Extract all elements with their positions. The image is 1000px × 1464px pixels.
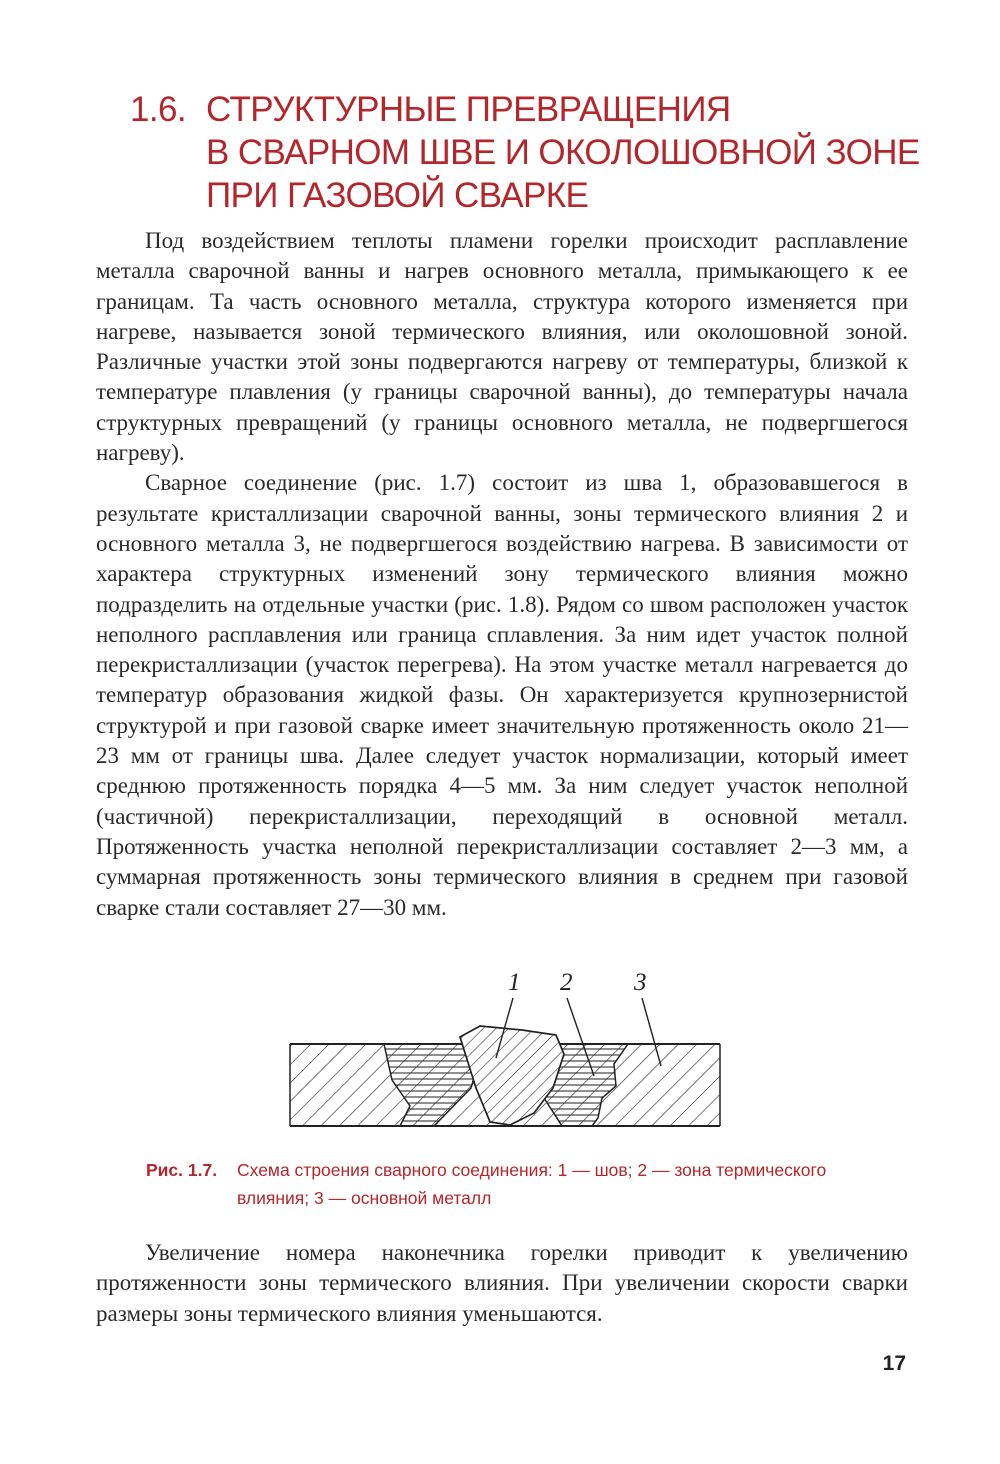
caption-text: Схема строения сварного соединения: 1 — шов; 2 — зона термического влияния; 3 — основной металл xyxy=(237,1160,827,1208)
section-number: 1.6. xyxy=(130,90,186,129)
paragraph: Сварное соединение (рис. 1.7) состоит из шва 1, образовавшегося в результате кристаллизации сварочной ванны, зоны термического влияния 2 и основного металла 3, не подвергшегося воздействию нагрева. В зависимости от характера структурных изменений зону термического влияния можно подразделить на отдельные участки (рис. 1.8). Рядом со швом расположен участок неполного расплавления или граница сплавления. За ним идет участок полной перекристаллизации (участок перегрева). На этом участке металл нагревается до температур образования жидкой фазы. Он характеризуется крупнозернистой структурой и при газовой сварке имеет значительную протяженность около 21—23 мм от границы шва. Далее следует участок нормализации, который имеет среднюю протяженность порядка 4—5 мм. За ним следует участок неполной (частичной) перекристаллизации, переходящий в основной металл. Протяженность участка неполной перекристаллизации составляет 2—3 мм, а суммарная протяженность зоны термического влияния в среднем при газовой сварке стали составляет 27—30 мм. xyxy=(96,470,908,920)
caption-label: Рис. 1.7. xyxy=(146,1160,218,1180)
weld-joint-diagram xyxy=(276,968,724,1140)
section-title-line: СТРУКТУРНЫЕ ПРЕВРАЩЕНИЯ xyxy=(206,90,731,129)
section-title xyxy=(206,88,926,217)
body-text-lower xyxy=(96,1238,908,1329)
weld-joint-figure xyxy=(276,968,724,1140)
page-number: 17 xyxy=(882,1352,906,1375)
section-title-line: ПРИ ГАЗОВОЙ СВАРКЕ xyxy=(206,176,589,215)
callout-haz: 2 xyxy=(560,969,573,996)
paragraph: Под воздействием теплоты пламени горелки происходит расплавление металла сварочной ванны и нагрев основного металла, примыкающего к ее границам. Та часть основного металла, структура которого изменяется при нагреве, называется зоной термического влияния, или околошовной зоной. Различные участки этой зоны подвергаются нагреву от температуры, близкой к температуре плавления (у границы сварочной ванны), до температуры начала структурных превращений (у границы основного металла, не подвергшегося нагреву). xyxy=(96,228,908,466)
paragraph: Увеличение номера наконечника горелки приводит к увеличению протяженности зоны термического влияния. При увеличении скорости сварки размеры зоны термического влияния уменьшаются. xyxy=(96,1240,908,1326)
callout-base-metal: 3 xyxy=(634,969,647,996)
section-title-line: В СВАРНОМ ШВЕ И ОКОЛОШОВНОЙ ЗОНЕ xyxy=(206,133,920,172)
callout-weld: 1 xyxy=(508,969,521,996)
body-text-upper xyxy=(96,226,908,923)
